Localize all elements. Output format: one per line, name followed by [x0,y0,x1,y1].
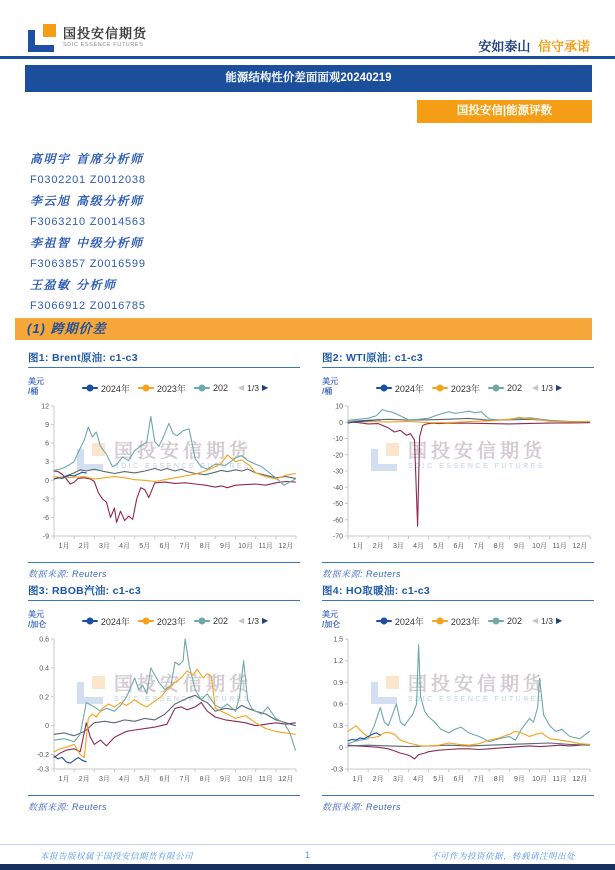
svg-text:10月: 10月 [238,776,253,783]
analyst-license-codes: F3063857 Z0016599 [30,258,146,270]
y-axis-unit-label: 美元 /加仑 [322,610,341,629]
legend-next-icon[interactable]: ▶ [555,616,563,625]
svg-text:5月: 5月 [433,776,445,783]
figure-title: 图3: RBOB汽油: c1-c3 [28,585,142,597]
svg-text:0.9: 0.9 [333,679,343,687]
svg-text:6月: 6月 [159,543,171,550]
legend-label: 2023年 [450,616,480,627]
svg-text:3月: 3月 [392,543,404,550]
legend-marker-icon [82,387,98,389]
legend-marker-icon [432,387,448,389]
company-name-cn: 国投安信期货 [63,26,148,41]
legend-label: 202 [506,383,522,393]
svg-text:9: 9 [45,422,49,430]
svg-text:-9: -9 [42,533,49,541]
legend-pager [238,383,268,393]
page-number: 1 [304,850,310,860]
legend-label: 202 [506,616,522,626]
data-source: 数据来源: Reuters [322,802,402,812]
figure-title-underline [322,367,594,368]
svg-text:0: 0 [339,419,343,427]
figure-bottom-border [28,795,300,796]
legend-item[interactable] [376,382,424,395]
svg-text:3: 3 [45,459,49,467]
svg-text:1月: 1月 [352,776,364,783]
footer-copyright: 本报告版权属于国投安信期货有限公司 [40,851,194,861]
legend-item[interactable] [138,615,186,628]
figure-bottom-border [322,795,594,796]
legend-item[interactable] [376,615,424,628]
svg-text:11月: 11月 [258,776,273,783]
svg-text:10月: 10月 [532,776,547,783]
watermark: 国投安信期货 SDIC ESSENCE FUTURES [322,442,594,472]
legend-pager [238,616,268,626]
figure-wti-c1c3 [322,350,594,580]
watermark: 国投安信期货 SDIC ESSENCE FUTURES [28,442,300,472]
legend-item[interactable] [488,383,522,393]
analyst-name: 王盈敏 分析师 [30,278,117,292]
svg-text:12月: 12月 [572,776,588,783]
footer-disclaimer: 不可作为投资依据，转载请注明出处 [430,851,575,861]
svg-text:5月: 5月 [139,543,151,550]
legend-marker-icon [432,620,448,622]
legend-page-indicator: 1/3 [541,383,553,393]
legend-label: 2024年 [394,616,424,627]
company-tagline [478,36,590,55]
svg-text:10月: 10月 [238,543,253,550]
footer-divider [0,844,615,845]
analyst-name: 高明宇 首席分析师 [30,152,144,166]
legend-item[interactable] [82,615,130,628]
svg-text:12月: 12月 [278,776,294,783]
figure-title: 图4: HO取暖油: c1-c3 [322,585,431,597]
analyst-list [30,149,146,317]
svg-text:4月: 4月 [413,776,425,783]
report-title: 能源结构性价差面面观20240219 [25,65,592,92]
svg-text:8月: 8月 [493,776,505,783]
svg-text:11月: 11月 [258,543,273,550]
legend-pager [532,383,562,393]
chart-canvas [28,633,300,791]
legend-prev-icon[interactable]: ◀ [237,383,245,392]
analyst-license-codes: F3063210 Z0014563 [30,216,146,228]
svg-text:1月: 1月 [58,776,70,783]
legend-marker-icon [194,387,210,389]
svg-text:2月: 2月 [78,776,90,783]
svg-text:11月: 11月 [552,543,567,550]
svg-text:6月: 6月 [453,543,465,550]
svg-text:10: 10 [335,403,343,411]
svg-text:2月: 2月 [372,776,384,783]
svg-text:7月: 7月 [473,543,485,550]
analyst-name: 李祖智 中级分析师 [30,236,144,250]
analyst-license-codes: F3066912 Z0016785 [30,300,146,312]
legend-prev-icon[interactable]: ◀ [531,383,539,392]
legend-marker-icon [194,620,210,622]
legend-item[interactable] [432,382,480,395]
legend-label: 2024年 [100,616,130,627]
figure-bottom-border [322,562,594,563]
svg-text:4月: 4月 [119,776,131,783]
svg-text:1.5: 1.5 [333,636,343,644]
figure-title: 图2: WTI原油: c1-c3 [322,352,424,364]
y-axis-unit-label: 美元 /桶 [28,377,44,396]
svg-text:-6: -6 [42,514,49,522]
chart-legend [50,380,300,396]
legend-marker-icon [488,620,504,622]
svg-text:0: 0 [339,744,343,752]
svg-text:3月: 3月 [98,776,110,783]
svg-text:12月: 12月 [572,543,588,550]
legend-page-indicator: 1/3 [247,616,259,626]
svg-text:-20: -20 [332,452,343,460]
svg-text:9月: 9月 [219,776,231,783]
legend-label: 202 [212,616,228,626]
legend-prev-icon[interactable]: ◀ [237,616,245,625]
svg-text:7月: 7月 [179,543,191,550]
svg-text:1月: 1月 [352,543,364,550]
svg-text:0.3: 0.3 [333,723,343,731]
svg-text:0.4: 0.4 [39,665,49,673]
chart-legend [50,613,300,629]
figure-ho-c1c3 [322,583,594,813]
svg-text:6月: 6月 [159,776,171,783]
legend-label: 202 [212,383,228,393]
svg-text:0.6: 0.6 [39,636,49,644]
svg-text:7月: 7月 [473,776,485,783]
chart-canvas [322,633,594,791]
svg-text:3月: 3月 [98,543,110,550]
svg-text:9月: 9月 [513,776,525,783]
legend-label: 2024年 [100,383,130,394]
svg-text:10月: 10月 [532,543,547,550]
data-source: 数据来源: Reuters [322,569,402,579]
svg-text:0.2: 0.2 [39,694,49,702]
figure-title: 图1: Brent原油: c1-c3 [28,352,138,364]
svg-text:0: 0 [45,723,49,731]
svg-text:2月: 2月 [372,543,384,550]
legend-marker-icon [138,387,154,389]
legend-label: 2023年 [450,383,480,394]
legend-item[interactable] [194,616,228,626]
legend-page-indicator: 1/3 [247,383,259,393]
svg-text:-70: -70 [332,533,343,541]
svg-text:7月: 7月 [179,776,191,783]
legend-item[interactable] [138,382,186,395]
svg-text:8月: 8月 [493,543,505,550]
legend-marker-icon [376,620,392,622]
tagline-primary: 安如泰山 [478,39,531,54]
svg-text:-50: -50 [332,501,343,508]
figure-bottom-border [28,562,300,563]
svg-text:12: 12 [41,403,49,411]
svg-text:6月: 6月 [453,776,465,783]
legend-prev-icon[interactable]: ◀ [531,616,539,625]
company-name-en: SDIC ESSENCE FUTURES [63,42,144,48]
legend-marker-icon [488,387,504,389]
legend-marker-icon [376,387,392,389]
legend-label: 2024年 [394,383,424,394]
legend-label: 2023年 [156,383,186,394]
svg-text:8月: 8月 [199,543,211,550]
svg-text:-60: -60 [332,517,343,525]
svg-text:0: 0 [45,477,49,485]
svg-text:-10: -10 [332,436,343,443]
legend-pager [532,616,562,626]
y-axis-unit-label: 美元 /桶 [322,377,338,396]
svg-text:5月: 5月 [139,776,151,783]
data-source: 数据来源: Reuters [28,802,108,812]
svg-text:1.2: 1.2 [333,658,343,666]
chart-canvas [28,400,300,558]
legend-item[interactable] [488,616,522,626]
footer-bottom-bar [0,864,615,870]
svg-text:-0.3: -0.3 [36,766,49,774]
figure-brent-c1c3 [28,350,300,580]
legend-next-icon[interactable]: ▶ [261,616,269,625]
header-divider [0,56,615,59]
svg-text:-0.2: -0.2 [36,752,49,760]
svg-text:9月: 9月 [219,543,231,550]
company-logo [27,23,147,53]
svg-text:11月: 11月 [552,776,567,783]
watermark: 国投安信期货 SDIC ESSENCE FUTURES [322,675,594,705]
legend-item[interactable] [432,615,480,628]
legend-page-indicator: 1/3 [541,616,553,626]
svg-text:0.6: 0.6 [333,701,343,709]
figure-title-underline [28,367,300,368]
series-badge: 国投安信|能源评数 [417,100,592,123]
svg-text:5月: 5月 [433,543,445,550]
company-logo-icon [27,23,57,53]
svg-text:4月: 4月 [413,543,425,550]
legend-marker-icon [138,620,154,622]
svg-text:3月: 3月 [392,776,404,783]
svg-text:1月: 1月 [58,543,70,550]
data-source: 数据来源: Reuters [28,569,108,579]
legend-item[interactable] [194,383,228,393]
svg-text:12月: 12月 [278,543,294,550]
legend-next-icon[interactable]: ▶ [261,383,269,392]
legend-next-icon[interactable]: ▶ [555,383,563,392]
tagline-accent: 信守承诺 [537,39,590,54]
company-name [63,27,147,49]
svg-text:-40: -40 [332,484,343,492]
section-title: (1) 跨期价差 [15,318,592,340]
analyst-name: 李云旭 高级分析师 [30,194,144,208]
svg-text:2月: 2月 [78,543,90,550]
svg-text:-3: -3 [42,496,49,504]
svg-text:6: 6 [45,440,49,448]
legend-item[interactable] [82,382,130,395]
svg-text:9月: 9月 [513,543,525,550]
figure-title-underline [322,600,594,601]
svg-text:4月: 4月 [119,543,131,550]
svg-text:8月: 8月 [199,776,211,783]
chart-legend [344,380,594,396]
y-axis-unit-label: 美元 /加仑 [28,610,47,629]
figure-title-underline [28,600,300,601]
legend-label: 2023年 [156,616,186,627]
svg-text:-0.3: -0.3 [330,766,343,774]
chart-legend [344,613,594,629]
analyst-license-codes: F0302201 Z0012038 [30,174,146,186]
watermark: 国投安信期货 SDIC ESSENCE FUTURES [28,675,300,705]
chart-canvas [322,400,594,558]
legend-marker-icon [82,620,98,622]
figure-rbob-c1c3 [28,583,300,813]
svg-text:-30: -30 [332,468,343,476]
